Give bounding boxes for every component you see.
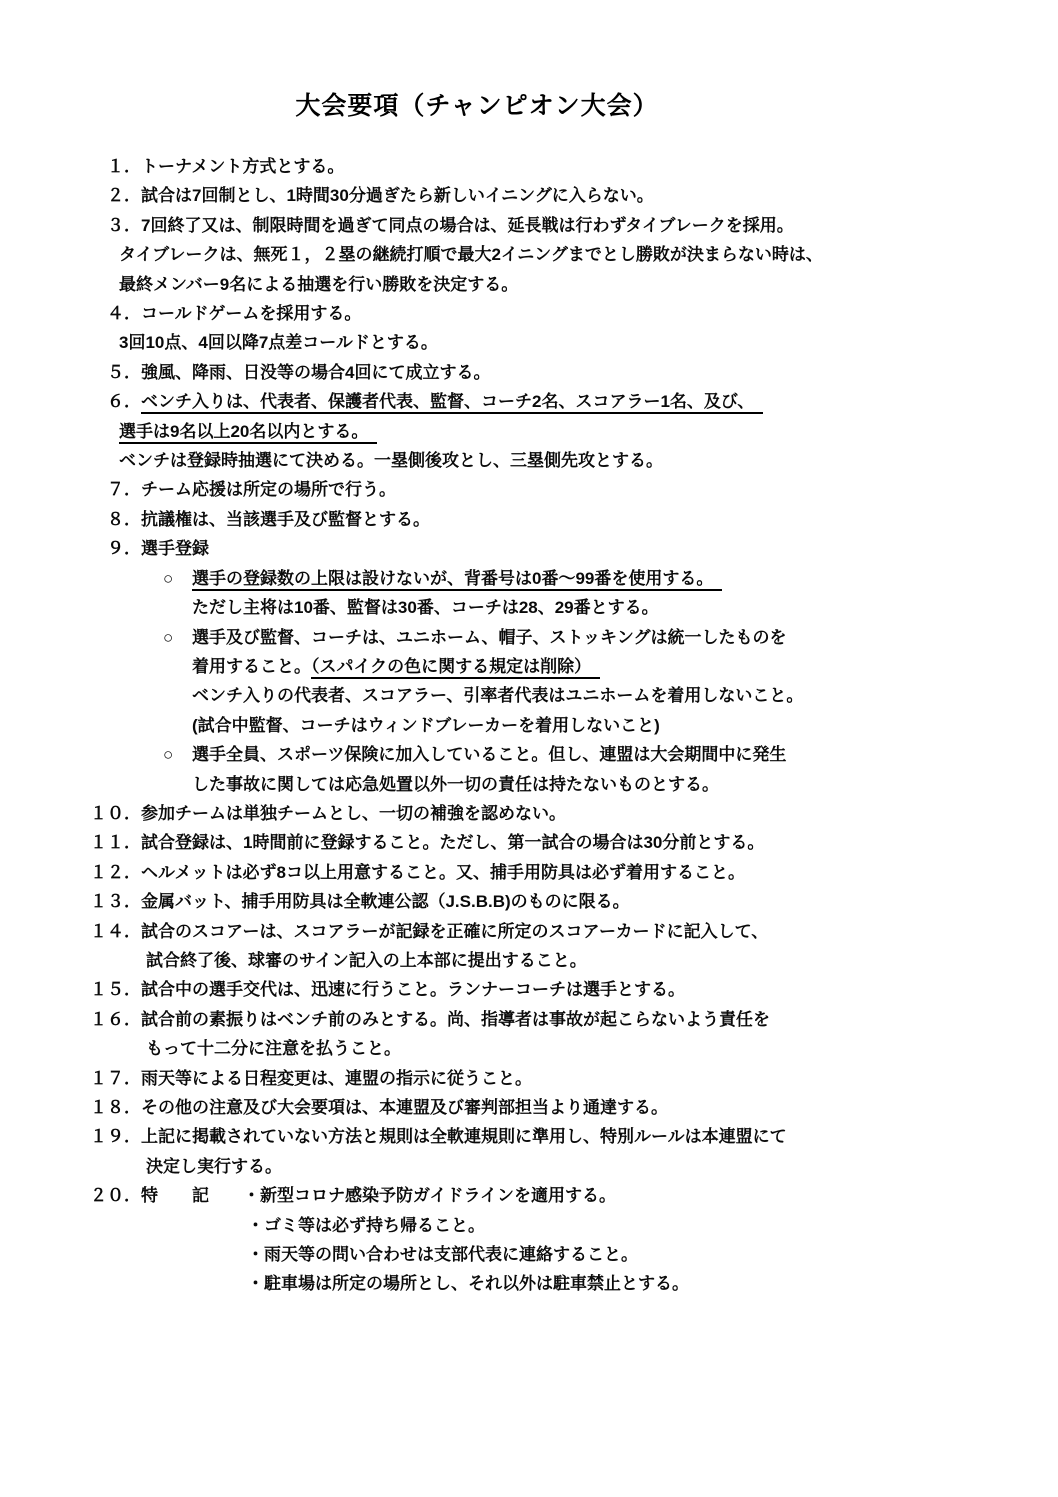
line-text: 雨天等による日程変更は、連盟の指示に従うこと。 (141, 1068, 532, 1088)
line-text: タイブレークは、無死１，２塁の継続打順で最大2イニングまでとし勝敗が決まらない時は、 (119, 245, 823, 265)
list-line (0, 534, 1058, 563)
list-line (0, 858, 1058, 887)
item-number: ３． (107, 215, 141, 235)
list-line (0, 505, 1058, 534)
item-number: １３． (90, 892, 141, 912)
list-line (0, 387, 1058, 416)
item-number: ２． (107, 186, 141, 206)
list-line (0, 946, 1058, 975)
item-number: ８． (107, 509, 141, 529)
line-text: 7回終了又は、制限時間を過ぎて同点の場合は、延長戦は行わずタイブレークを採用。 (141, 215, 794, 235)
circle-marker: ○ (163, 627, 174, 647)
line-text: 着用すること。（スパイクの色に関する規定は削除） (192, 657, 600, 679)
list-line (0, 152, 1058, 181)
line-text: 試合は7回制とし、1時間30分過ぎたら新しいイニングに入らない。 (141, 186, 654, 206)
list-line (0, 446, 1058, 475)
line-text: 金属バット、捕手用防具は全軟連公認（J.S.B.B)のものに限る。 (141, 892, 630, 912)
document-title: 大会要項（チャンピオン大会） (295, 92, 659, 120)
line-text: コールドゲームを採用する。 (141, 304, 362, 324)
line-text: ・雨天等の問い合わせは支部代表に連絡すること。 (247, 1245, 638, 1265)
list-line (0, 475, 1058, 504)
item-number: ９． (107, 539, 141, 559)
list-line (0, 1211, 1058, 1240)
line-text: 選手は9名以上20名以内とする。 (119, 422, 377, 444)
line-text: 決定し実行する。 (146, 1156, 282, 1176)
list-line (0, 652, 1058, 681)
item-number: ７． (107, 480, 141, 500)
line-text: 強風、降雨、日没等の場合4回にて成立する。 (141, 362, 491, 382)
list-line (0, 828, 1058, 857)
line-text: ・ゴミ等は必ず持ち帰ること。 (247, 1215, 485, 1235)
list-line (0, 1093, 1058, 1122)
line-text: 試合のスコアーは、スコアラーが記録を正確に所定のスコアーカードに記入して、 (141, 921, 769, 941)
line-text: 試合終了後、球審のサイン記入の上本部に提出すること。 (146, 950, 587, 970)
circle-marker: ○ (163, 745, 174, 765)
line-text: もって十二分に注意を払うこと。 (146, 1039, 401, 1059)
list-line (0, 181, 1058, 210)
line-text: した事故に関しては応急処置以外一切の責任は持たないものとする。 (192, 774, 719, 794)
item-number: １２． (90, 862, 141, 882)
line-text: 参加チームは単独チームとし、一切の補強を認めない。 (141, 803, 566, 823)
line-text: その他の注意及び大会要項は、本連盟及び審判部担当より通達する。 (141, 1098, 668, 1117)
list-line (0, 1005, 1058, 1034)
item-number: １０． (90, 803, 141, 823)
line-text: 選手及び監督、コーチは、ユニホーム、帽子、ストッキングは統一したものを (192, 627, 787, 647)
item-number: １６． (90, 1009, 141, 1029)
list-line (0, 711, 1058, 740)
item-number: ４． (107, 304, 141, 324)
list-line (0, 1122, 1058, 1151)
list-line (0, 270, 1058, 299)
list-line (0, 358, 1058, 387)
line-text: ただし主将は10番、監督は30番、コーチは28、29番とする。 (192, 598, 659, 618)
list-line (0, 740, 1058, 769)
list-line (0, 1034, 1058, 1063)
line-text: 試合前の素振りはベンチ前のみとする。尚、指導者は事故が起こらないよう責任を (141, 1009, 770, 1029)
item-number: １７． (90, 1068, 141, 1088)
document-body (0, 152, 1058, 1299)
list-line (0, 770, 1058, 799)
list-line (0, 799, 1058, 828)
line-text: 選手の登録数の上限は設けないが、背番号は0番～99番を使用する。 (192, 569, 722, 591)
item-number: １５． (90, 980, 141, 1000)
line-text: 最終メンバー9名による抽選を行い勝敗を決定する。 (119, 274, 519, 294)
list-line (0, 299, 1058, 328)
list-line (0, 975, 1058, 1004)
line-text: ヘルメットは必ず8コ以上用意すること。又、捕手用防具は必ず着用すること。 (141, 862, 745, 882)
line-text: ベンチ入りは、代表者、保護者代表、監督、コーチ2名、スコアラー1名、及び、 (141, 392, 763, 414)
line-text: ベンチは登録時抽選にて決める。一塁側後攻とし、三塁側先攻とする。 (119, 451, 663, 471)
line-text: 選手全員、スポーツ保険に加入していること。但し、連盟は大会期間中に発生 (192, 745, 787, 765)
line-text: 上記に掲載されていない方法と規則は全軟連規則に準用し、特別ルールは本連盟にて (141, 1127, 787, 1147)
item-number: ５． (107, 362, 141, 382)
item-number: ２０． (90, 1186, 141, 1206)
list-line (0, 1152, 1058, 1181)
list-line (0, 593, 1058, 622)
list-line (0, 1181, 1058, 1210)
line-text: 選手登録 (141, 539, 209, 559)
item-number: １１． (90, 833, 141, 853)
list-line (0, 417, 1058, 446)
item-number: １４． (90, 921, 141, 941)
item-number: １９． (90, 1127, 141, 1147)
list-line (0, 1240, 1058, 1269)
line-text: トーナメント方式とする。 (141, 157, 345, 176)
list-line (0, 917, 1058, 946)
line-text: (試合中監督、コーチはウィンドブレーカーを着用しないこと) (192, 715, 660, 735)
line-text: 抗議権は、当該選手及び監督とする。 (141, 509, 430, 529)
list-line (0, 328, 1058, 357)
line-text: ベンチ入りの代表者、スコアラー、引率者代表はユニホームを着用しないこと。 (192, 686, 804, 706)
list-line (0, 623, 1058, 652)
line-text: 特 記 ・新型コロナ感染予防ガイドラインを適用する。 (141, 1186, 616, 1206)
list-line (0, 240, 1058, 269)
list-line (0, 1064, 1058, 1093)
circle-marker: ○ (163, 568, 174, 588)
list-line (0, 211, 1058, 240)
list-line (0, 1269, 1058, 1298)
line-text: ・駐車場は所定の場所とし、それ以外は駐車禁止とする。 (247, 1274, 689, 1294)
item-number: １８． (90, 1098, 141, 1117)
line-text: 試合登録は、1時間前に登録すること。ただし、第一試合の場合は30分前とする。 (141, 833, 765, 853)
line-text: 3回10点、4回以降7点差コールドとする。 (119, 333, 438, 353)
list-line (0, 681, 1058, 710)
line-text: チーム応援は所定の場所で行う。 (141, 480, 396, 500)
line-text: 試合中の選手交代は、迅速に行うこと。ランナーコーチは選手とする。 (141, 980, 685, 1000)
item-number: ６． (107, 392, 141, 412)
item-number: １． (107, 157, 141, 176)
list-line (0, 564, 1058, 593)
list-line (0, 887, 1058, 916)
